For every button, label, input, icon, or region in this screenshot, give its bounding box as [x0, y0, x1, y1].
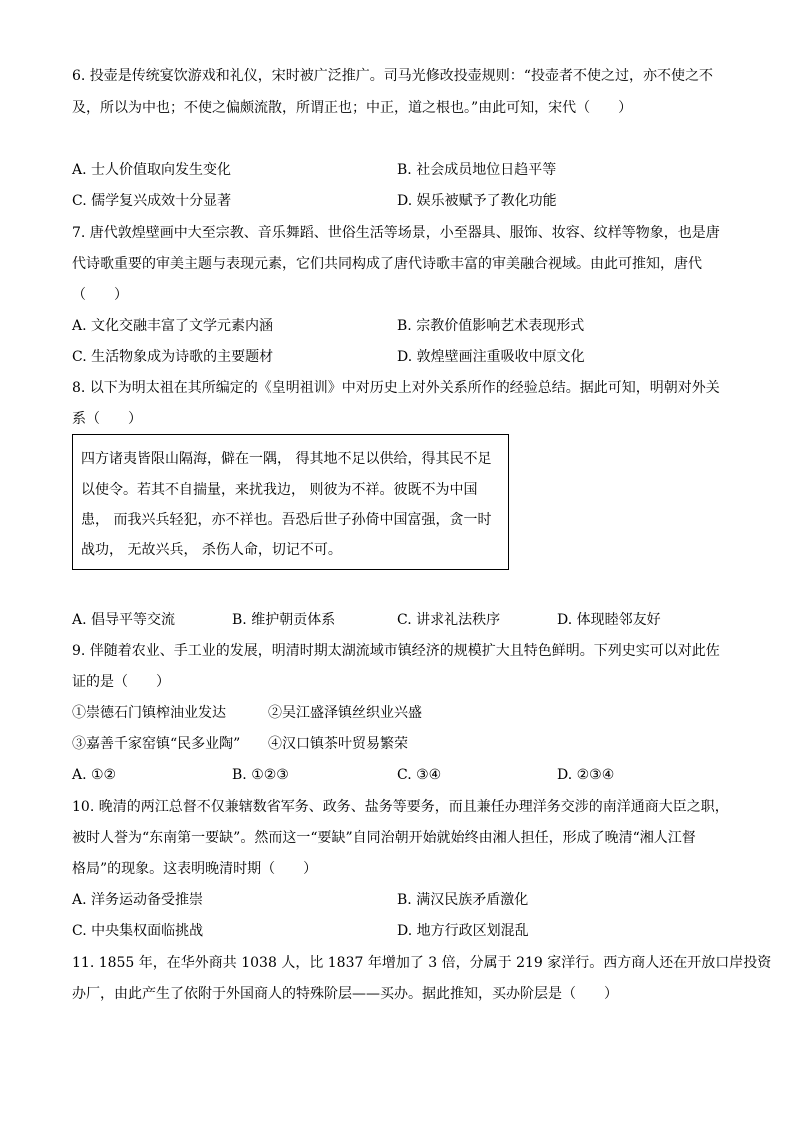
- q8-option-c[interactable]: C. 讲求礼法秩序: [397, 612, 501, 628]
- q6-stem-line-1: 6. 投壶是传统宴饮游戏和礼仪，宋时被广泛推广。司马光修改投壶规则：“投壶者不使之过，亦不使之不: [72, 68, 713, 84]
- q8-stem-line-1: 8. 以下为明太祖在其所编定的《皇明祖训》中对历史上对外关系所作的经验总结。据此可知，明朝对外关: [72, 380, 720, 396]
- q8-option-d[interactable]: D. 体现睦邻友好: [557, 612, 661, 628]
- q9-fact-2: ②吴江盛泽镇丝织业兴盛: [268, 705, 422, 721]
- q9-option-a[interactable]: A. ①②: [72, 767, 117, 783]
- q8-option-b[interactable]: B. 维护朝贡体系: [232, 612, 336, 628]
- q8-quote-box: [72, 434, 509, 570]
- q9-fact-3: ③嘉善千家窑镇“民多业陶”: [72, 736, 241, 752]
- q7-option-d[interactable]: D. 敦煌壁画注重吸收中原文化: [397, 349, 585, 365]
- q9-stem-line-1: 9. 伴随着农业、手工业的发展，明清时期太湖流域市镇经济的规模扩大且特色鲜明。下列史实可以对此佐: [72, 643, 720, 659]
- q6-option-a[interactable]: A. 士人价值取向发生变化: [72, 162, 232, 178]
- q10-stem-line-2: 被时人誉为“东南第一要缺”。然而这一“要缺”自同治朝开始就始终由湘人担任，形成了晚清“湘人江督: [72, 830, 696, 846]
- q6-option-b[interactable]: B. 社会成员地位日趋平等: [397, 162, 557, 178]
- q11-stem-line-1: 11. 1855 年，在华外商共 1038 人，比 1837 年增加了 3 倍，分属于 219 家洋行。西方商人还在开放口岸投资: [72, 955, 772, 971]
- q8-quote-line-3: 患， 而我兴兵轻犯，亦不祥也。吾恐后世子孙倚中国富强，贪一时: [81, 512, 492, 528]
- q9-fact-4: ④汉口镇茶叶贸易繁荣: [268, 736, 408, 752]
- q10-stem-line-1: 10. 晚清的两江总督不仅兼辖数省军务、政务、盐务等要务，而且兼任办理洋务交涉的南洋通商大臣之职，: [72, 799, 729, 815]
- q9-fact-1: ①崇德石门镇榨油业发达: [72, 705, 226, 721]
- q7-stem-line-2: 代诗歌重要的审美主题与表现元素，它们共同构成了唐代诗歌丰富的审美融合视域。由此可推知，唐代: [72, 256, 702, 272]
- q6-option-c[interactable]: C. 儒学复兴成效十分显著: [72, 193, 232, 209]
- q7-option-a[interactable]: A. 文化交融丰富了文学元素内涵: [72, 318, 274, 334]
- q10-option-d[interactable]: D. 地方行政区划混乱: [397, 923, 529, 939]
- q8-option-a[interactable]: A. 倡导平等交流: [72, 612, 176, 628]
- q7-stem-line-1: 7. 唐代敦煌壁画中大至宗教、音乐舞蹈、世俗生活等场景，小至器具、服饰、妆容、纹样等物象，也是唐: [72, 225, 720, 241]
- q7-option-c[interactable]: C. 生活物象成为诗歌的主要题材: [72, 349, 274, 365]
- q8-quote-line-2: 以使令。若其不自揣量，来扰我边， 则彼为不祥。彼既不为中国: [81, 482, 478, 498]
- q8-quote-line-1: 四方诸夷皆限山隔海，僻在一隅， 得其地不足以供给，得其民不足: [81, 451, 492, 467]
- q10-stem-line-3: 格局”的现象。这表明晚清时期（ ）: [72, 861, 318, 877]
- q8-quote-line-4: 战功， 无故兴兵， 杀伤人命，切记不可。: [81, 542, 342, 558]
- q9-stem-line-2: 证的是（ ）: [72, 674, 170, 690]
- q10-option-a[interactable]: A. 洋务运动备受推崇: [72, 892, 204, 908]
- q9-option-c[interactable]: C. ③④: [397, 767, 442, 783]
- q9-option-d[interactable]: D. ②③④: [557, 767, 615, 783]
- q8-stem-line-2: 系（ ）: [72, 411, 142, 427]
- q10-option-c[interactable]: C. 中央集权面临挑战: [72, 923, 204, 939]
- q7-option-b[interactable]: B. 宗教价值影响艺术表现形式: [397, 318, 585, 334]
- q6-stem-line-2: 及，所以为中也；不使之偏颇流散，所谓正也；中正，道之根也。”由此可知，宋代（ ）: [72, 100, 633, 116]
- q10-option-b[interactable]: B. 满汉民族矛盾激化: [397, 892, 529, 908]
- q6-option-d[interactable]: D. 娱乐被赋予了教化功能: [397, 193, 557, 209]
- q7-stem-line-3: （ ）: [72, 287, 128, 303]
- q11-stem-line-2: 办厂，由此产生了依附于外国商人的特殊阶层——买办。据此推知，买办阶层是（ ）: [72, 986, 618, 1002]
- q9-option-b[interactable]: B. ①②③: [232, 767, 289, 783]
